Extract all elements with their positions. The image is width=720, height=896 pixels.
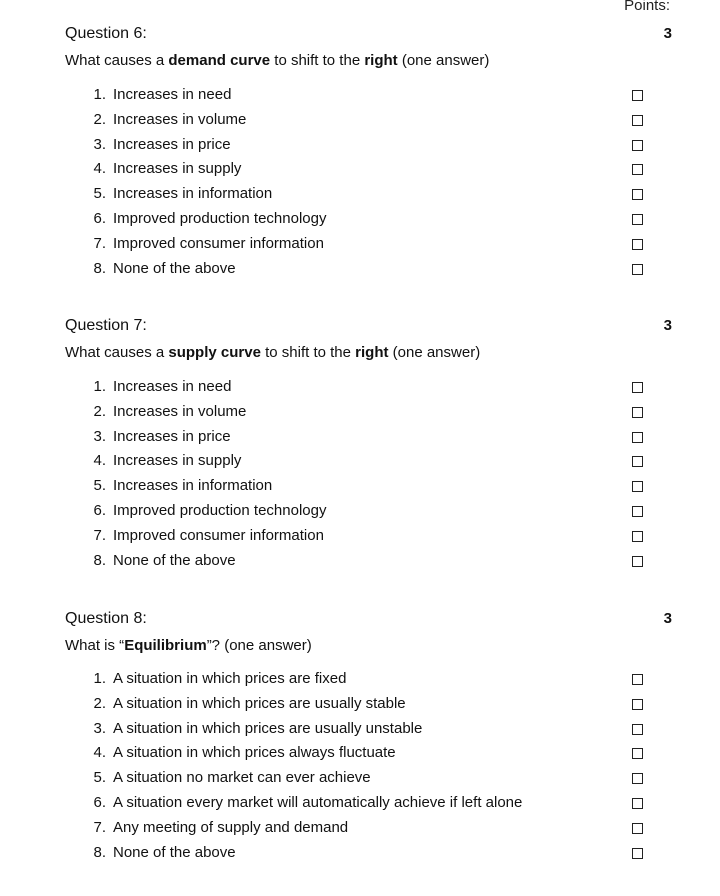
answer-options (65, 375, 671, 573)
prompt-keyword: supply curve (168, 344, 261, 361)
option-number: 5. (93, 477, 106, 495)
option-text: None of the above (113, 259, 236, 277)
answer-option (65, 717, 671, 742)
option-text: Increases in information (113, 185, 273, 203)
option-text: Increases in supply (113, 160, 242, 178)
option-number: 6. (93, 209, 106, 227)
answer-checkbox[interactable] (632, 724, 643, 735)
prompt-text: (one answer) (397, 52, 490, 69)
prompt-text: What causes a (65, 344, 169, 361)
answer-option (65, 524, 671, 549)
answer-option (65, 133, 671, 158)
answer-checkbox[interactable] (632, 823, 643, 834)
option-text: A situation every market will automatically achieve if left alone (113, 793, 523, 811)
question-6 (65, 24, 671, 281)
option-number: 4. (93, 452, 106, 470)
question-prompt (65, 51, 671, 71)
answer-options (65, 667, 671, 865)
question-title-row (65, 24, 671, 44)
option-text: Improved consumer information (113, 234, 324, 252)
option-number: 8. (93, 259, 106, 277)
answer-option (65, 841, 671, 866)
answer-checkbox[interactable] (632, 90, 643, 101)
answer-checkbox[interactable] (632, 264, 643, 275)
option-number: 3. (93, 427, 106, 445)
answer-checkbox[interactable] (632, 848, 643, 859)
option-number: 7. (93, 526, 106, 544)
option-text: None of the above (113, 843, 236, 861)
answer-checkbox[interactable] (632, 699, 643, 710)
option-text: A situation in which prices are fixed (113, 670, 347, 687)
answer-checkbox[interactable] (632, 432, 643, 443)
prompt-keyword: demand curve (168, 52, 271, 69)
option-number: 3. (93, 719, 106, 737)
question-title-row (65, 316, 671, 336)
answer-checkbox[interactable] (632, 748, 643, 759)
answer-checkbox[interactable] (632, 164, 643, 175)
answer-checkbox[interactable] (632, 506, 643, 517)
answer-checkbox[interactable] (632, 531, 643, 542)
answer-option (65, 108, 671, 133)
question-points: 3 (663, 610, 672, 627)
answer-option (65, 83, 671, 108)
answer-checkbox[interactable] (632, 798, 643, 809)
answer-option (65, 400, 671, 425)
answer-option (65, 157, 671, 182)
answer-option (65, 375, 671, 400)
question-points: 3 (663, 317, 672, 334)
option-number: 8. (93, 843, 106, 861)
option-number: 1. (93, 378, 106, 395)
option-text: Increases in volume (113, 110, 247, 128)
question-8 (65, 609, 671, 865)
option-text: None of the above (113, 551, 236, 569)
answer-option (65, 766, 671, 791)
prompt-text: to shift to the (260, 344, 356, 361)
option-number: 4. (93, 744, 106, 762)
option-number: 2. (93, 110, 106, 128)
option-text: Increases in volume (113, 402, 247, 420)
option-text: A situation in which prices are usually stable (113, 694, 406, 712)
answer-options (65, 83, 671, 281)
option-number: 5. (93, 769, 106, 787)
answer-option (65, 232, 671, 257)
option-text: Increases in price (113, 135, 231, 153)
points-column-header: Points: (624, 0, 670, 14)
option-text: Improved production technology (113, 501, 327, 519)
option-number: 4. (93, 160, 106, 178)
question-7 (65, 316, 671, 573)
question-prompt (65, 636, 671, 656)
answer-option (65, 791, 671, 816)
option-text: A situation in which prices always fluctuate (113, 744, 396, 762)
answer-option (65, 816, 671, 841)
option-number: 7. (93, 818, 106, 836)
prompt-keyword: right (364, 52, 398, 69)
prompt-text: to shift to the (270, 52, 365, 69)
answer-option (65, 257, 671, 282)
prompt-text: What is “ (65, 637, 125, 654)
question-title: Question 6: (65, 25, 147, 42)
option-text: Increases in need (113, 86, 232, 103)
question-title-row (65, 609, 671, 629)
answer-checkbox[interactable] (632, 214, 643, 225)
prompt-text: (one answer) (388, 344, 481, 361)
option-number: 6. (93, 793, 106, 811)
answer-option (65, 207, 671, 232)
answer-checkbox[interactable] (632, 674, 643, 685)
option-text: Increases in price (113, 427, 231, 445)
option-number: 2. (93, 694, 106, 712)
prompt-text: ”? (one answer) (206, 637, 312, 654)
answer-checkbox[interactable] (632, 189, 643, 200)
answer-checkbox[interactable] (632, 773, 643, 784)
question-title: Question 8: (65, 610, 147, 627)
question-prompt (65, 343, 671, 363)
answer-option (65, 449, 671, 474)
answer-option (65, 549, 671, 574)
answer-checkbox[interactable] (632, 140, 643, 151)
answer-checkbox[interactable] (632, 456, 643, 467)
answer-checkbox[interactable] (632, 382, 643, 393)
answer-checkbox[interactable] (632, 407, 643, 418)
answer-checkbox[interactable] (632, 115, 643, 126)
option-number: 3. (93, 135, 106, 153)
prompt-keyword: right (355, 344, 389, 361)
answer-option (65, 741, 671, 766)
answer-option (65, 692, 671, 717)
option-text: Any meeting of supply and demand (113, 818, 349, 836)
answer-option (65, 425, 671, 450)
option-text: Increases in need (113, 378, 232, 395)
prompt-keyword: Equilibrium (124, 637, 207, 654)
answer-checkbox[interactable] (632, 556, 643, 567)
option-number: 6. (93, 501, 106, 519)
answer-checkbox[interactable] (632, 239, 643, 250)
option-text: A situation no market can ever achieve (113, 769, 371, 787)
option-number: 8. (93, 551, 106, 569)
option-number: 1. (93, 670, 106, 687)
answer-option (65, 667, 671, 692)
option-text: A situation in which prices are usually unstable (113, 719, 423, 737)
option-number: 2. (93, 402, 106, 420)
option-number: 7. (93, 234, 106, 252)
option-text: Increases in supply (113, 452, 242, 470)
answer-option (65, 182, 671, 207)
option-text: Increases in information (113, 477, 273, 495)
option-text: Improved production technology (113, 209, 327, 227)
question-points: 3 (663, 25, 672, 42)
answer-checkbox[interactable] (632, 481, 643, 492)
answer-option (65, 474, 671, 499)
answer-option (65, 499, 671, 524)
prompt-text: What causes a (65, 52, 169, 69)
question-title: Question 7: (65, 317, 147, 334)
option-text: Improved consumer information (113, 526, 324, 544)
option-number: 5. (93, 185, 106, 203)
option-number: 1. (93, 86, 106, 103)
